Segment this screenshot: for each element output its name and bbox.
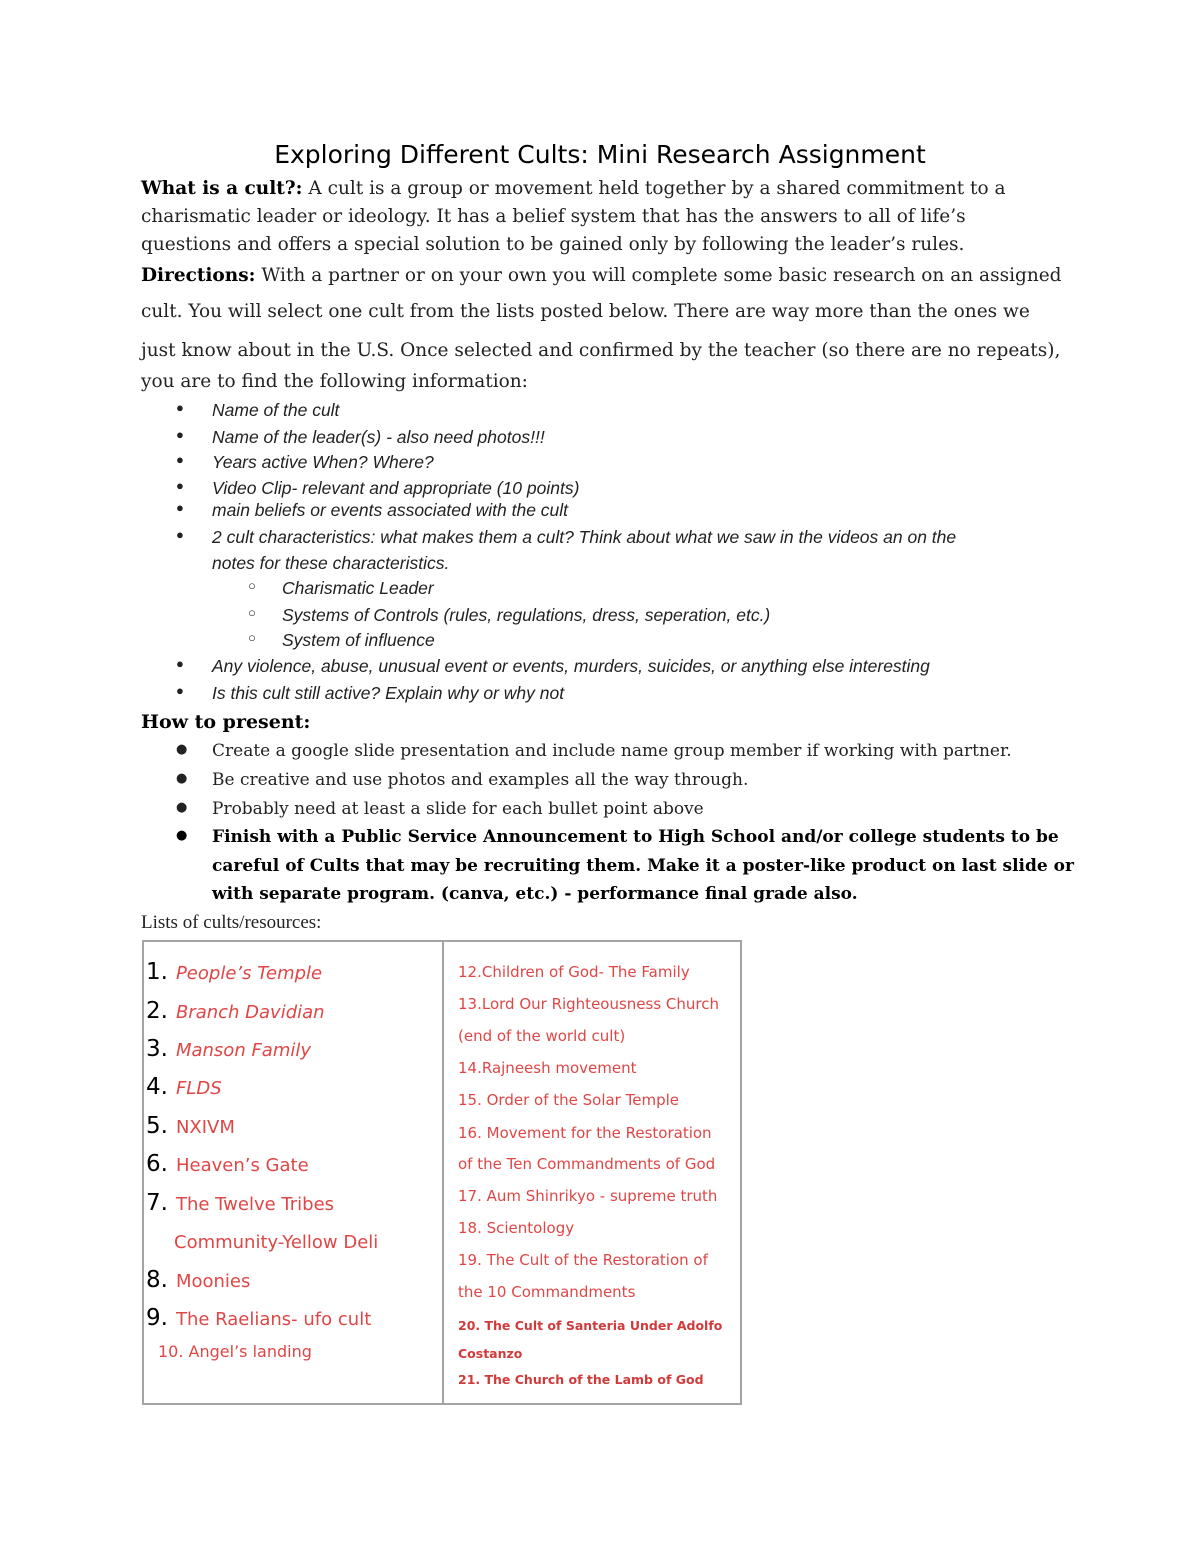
cult-list-item-continuation: the 10 Commandments (458, 1283, 636, 1301)
page-title: Exploring Different Cults: Mini Research Assignment (274, 140, 926, 169)
cult-list-item-continuation: Costanzo (458, 1346, 523, 1361)
cult-list-item: 3. Manson Family (146, 1036, 312, 1062)
definition-label: What is a cult?: (141, 178, 303, 199)
cult-list-item: 5. NXIVM (146, 1113, 235, 1139)
directions-line-2: cult. You will select one cult from the lists posted below. There are way more than the ones we (141, 301, 1030, 322)
definition-line-3: questions and offers a special solution to be gained only by following the leader’s rules. (141, 234, 965, 255)
cult-list-item: 1. People’s Temple (146, 959, 323, 985)
cults-table (142, 940, 742, 1405)
cult-list-item: 8. Moonies (146, 1267, 251, 1293)
cult-list-item: 13.Lord Our Righteousness Church (458, 995, 720, 1013)
cult-list-item: 17. Aum Shinrikyo - supreme truth (458, 1187, 718, 1205)
present-heading: How to present: (141, 711, 311, 733)
directions-line-1 (141, 265, 1062, 286)
cult-list-item: 6. Heaven’s Gate (146, 1151, 309, 1177)
cult-list-item: 15. Order of the Solar Temple (458, 1091, 679, 1109)
bullet-icon: ● (176, 478, 184, 493)
definition-line-2: charismatic leader or ideology. It has a belief system that has the answers to all of life’s (141, 206, 966, 227)
table-divider (442, 942, 444, 1403)
bullet-icon: ● (176, 742, 188, 757)
document-page: Exploring Different Cults: Mini Research Assignment What is a cult?: A cult is a group or movement held together by a shared commitment to a charismatic leader or ideology. It has a belief system that has the answers to all of life’s questions and offers a special solution to be gained only by following the leader’s rules. Directions: With a partner or on your own you will complete some basic research on an assigned cult. You will select one cult from the lists posted below. There are way more than the ones we just know about in the U.S. Once selected and confirmed by the teacher (so there are no repeats), you are to find the following information: ● Name of the cult ● Name of the leader(s) - also need photos!!! ● Years active When? Where? ● Video Clip- relevant and appropriate (10 points) ● main beliefs or events associated with the cult ● 2 cult characteristics: what makes them a cult? Think about what we saw in the videos an on the notes for these characteristics. ○ Charismatic Leader ○ Systems of Controls (rules, regulations, dress, seperation, etc.) ○ System of influence ● Any violence, abuse, unusual event or events, murders, suicides, or anything else interesting ● Is this cult still active? Explain why or why not How to present: ● Create a google slide presentation and include name group member if working with partner. ● Be creative and use photos and examples all the way through. ● Probably need at least a slide for each bullet point above ● Finish with a Public Service Announcement to High School and/or college students to be careful of Cults that may be recruiting them. Make it a poster-like product on last slide or with separate program. (canva, etc.) - performance final grade also. Lists of cults/resources: 1. People’s Temple 2. Branch Davidian 3. Manson Family 4. FLDS 5. NXIVM 6. Heaven’s Gate 7. The Twelve Tribes Community-Yellow Deli 8. Moonies 9. The Raelians- ufo cult 10. Angel’s landing 12.Children of God- The Family 13.Lord Our Righteousness Church (end of the world cult) 14.Rajneesh movement 15. Order of the Solar Temple 16. Movement for the Restoration of the Ten Commandments of God 17. Aum Shinrikyo - supreme truth 18. Scientology 19. The Cult of the Restoration of the 10 Commandments 20. The Cult of Santeria Under Adolfo Costanzo 21. The Church of the Lamb of God (0, 0, 1200, 1553)
cult-list-item-continuation: of the Ten Commandments of God (458, 1155, 716, 1173)
cult-list-item: 18. Scientology (458, 1219, 575, 1237)
bullet-icon: ● (176, 683, 184, 698)
cult-list-item: 21. The Church of the Lamb of God (458, 1372, 704, 1387)
lists-heading: Lists of cults/resources: (141, 912, 322, 933)
directions-text: With a partner or on your own you will complete some basic research on an assigned (261, 265, 1062, 286)
bullet-icon: ● (176, 800, 188, 815)
cult-list-item: 12.Children of God- The Family (458, 963, 690, 981)
bullet-icon: ● (176, 656, 184, 671)
cult-list-item-continuation: Community-Yellow Deli (174, 1232, 379, 1253)
cult-list-item: 2. Branch Davidian (146, 998, 325, 1024)
cult-list-item: 10. Angel’s landing (158, 1342, 312, 1361)
cult-list-item: 19. The Cult of the Restoration of (458, 1251, 708, 1269)
definition-line-1 (141, 178, 1006, 199)
cult-list-item: 4. FLDS (146, 1074, 222, 1100)
definition-text: A cult is a group or movement held together by a shared commitment to a (308, 178, 1006, 199)
bullet-icon: ● (176, 527, 184, 542)
cult-list-item: 7. The Twelve Tribes (146, 1190, 335, 1216)
cult-list-item-continuation: (end of the world cult) (458, 1027, 626, 1045)
cult-list-item: 14.Rajneesh movement (458, 1059, 637, 1077)
bullet-icon: ● (176, 400, 184, 415)
directions-line-4: you are to find the following information: (141, 371, 528, 392)
bullet-icon: ● (176, 500, 184, 515)
directions-label: Directions: (141, 265, 256, 286)
cult-list-item: 16. Movement for the Restoration (458, 1124, 712, 1142)
bullet-icon: ● (176, 452, 184, 467)
cult-list-item: 9. The Raelians- ufo cult (146, 1305, 372, 1331)
bullet-icon: ● (176, 828, 188, 843)
cult-list-item: 20. The Cult of Santeria Under Adolfo (458, 1318, 723, 1333)
circle-bullet-icon: ○ (248, 630, 256, 645)
directions-line-3: just know about in the U.S. Once selected and confirmed by the teacher (so there are no repeats), (141, 340, 1061, 361)
circle-bullet-icon: ○ (248, 605, 256, 620)
bullet-icon: ● (176, 427, 184, 442)
bullet-icon: ● (176, 771, 188, 786)
circle-bullet-icon: ○ (248, 578, 256, 593)
